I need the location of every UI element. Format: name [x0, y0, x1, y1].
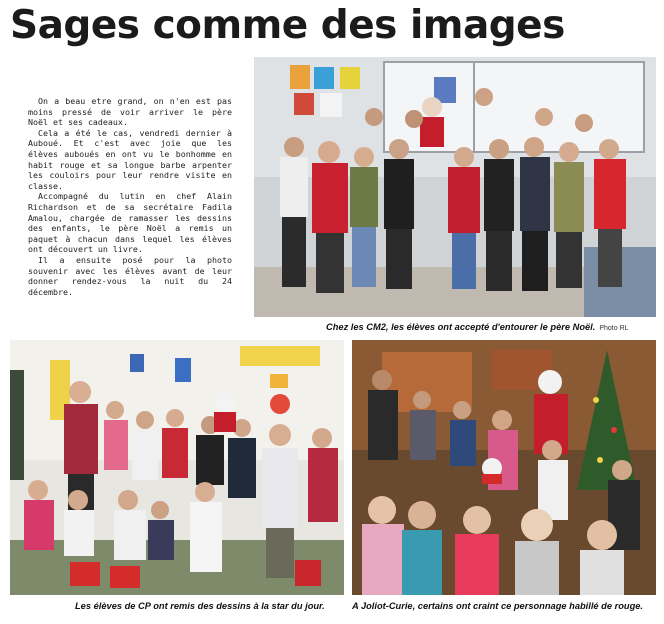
photo-cm2-class — [254, 57, 656, 317]
photo-caption: A Joliot-Curie, certains ont craint ce personnage habillé de rouge. — [352, 601, 644, 611]
photo-cp-class — [10, 340, 344, 595]
article-paragraph: On a beau etre grand, on n'en est pas moins pressé de voir arriver le père Noël et ses cadeaux. — [28, 96, 232, 128]
photo-caption: Chez les CM2, les élèves ont accepté d'entourer le père Noël. Photo RL — [326, 322, 629, 332]
article-paragraph: Accompagné du lutin en chef Alain Richardson et de sa secrétaire Fadila Amalou, chargée de ramasser les dessins des enfants, le père Noël a remis un paquet à chacun dans lequel les élèves ont découvert un livre. — [28, 191, 232, 255]
photo-joliot-curie — [352, 340, 656, 595]
headline: Sages comme des images — [10, 3, 565, 48]
article-paragraph: Il a ensuite posé pour la photo souvenir avec les élèves avant de leur donner rendez-vous la nuit du 24 décembre. — [28, 254, 232, 297]
article-body — [28, 96, 232, 297]
photo-credit: Photo RL — [599, 325, 629, 332]
photo-caption: Les élèves de CP ont remis des dessins à la star du jour. — [75, 601, 325, 611]
article-paragraph: Cela a été le cas, vendredi dernier à Auboué. Et c'est avec joie que les élèves auboués en ont vu le bonhomme en habit rouge et sa longue barbe arpenter les couloirs pour leur rendre visite en classe. — [28, 127, 232, 191]
